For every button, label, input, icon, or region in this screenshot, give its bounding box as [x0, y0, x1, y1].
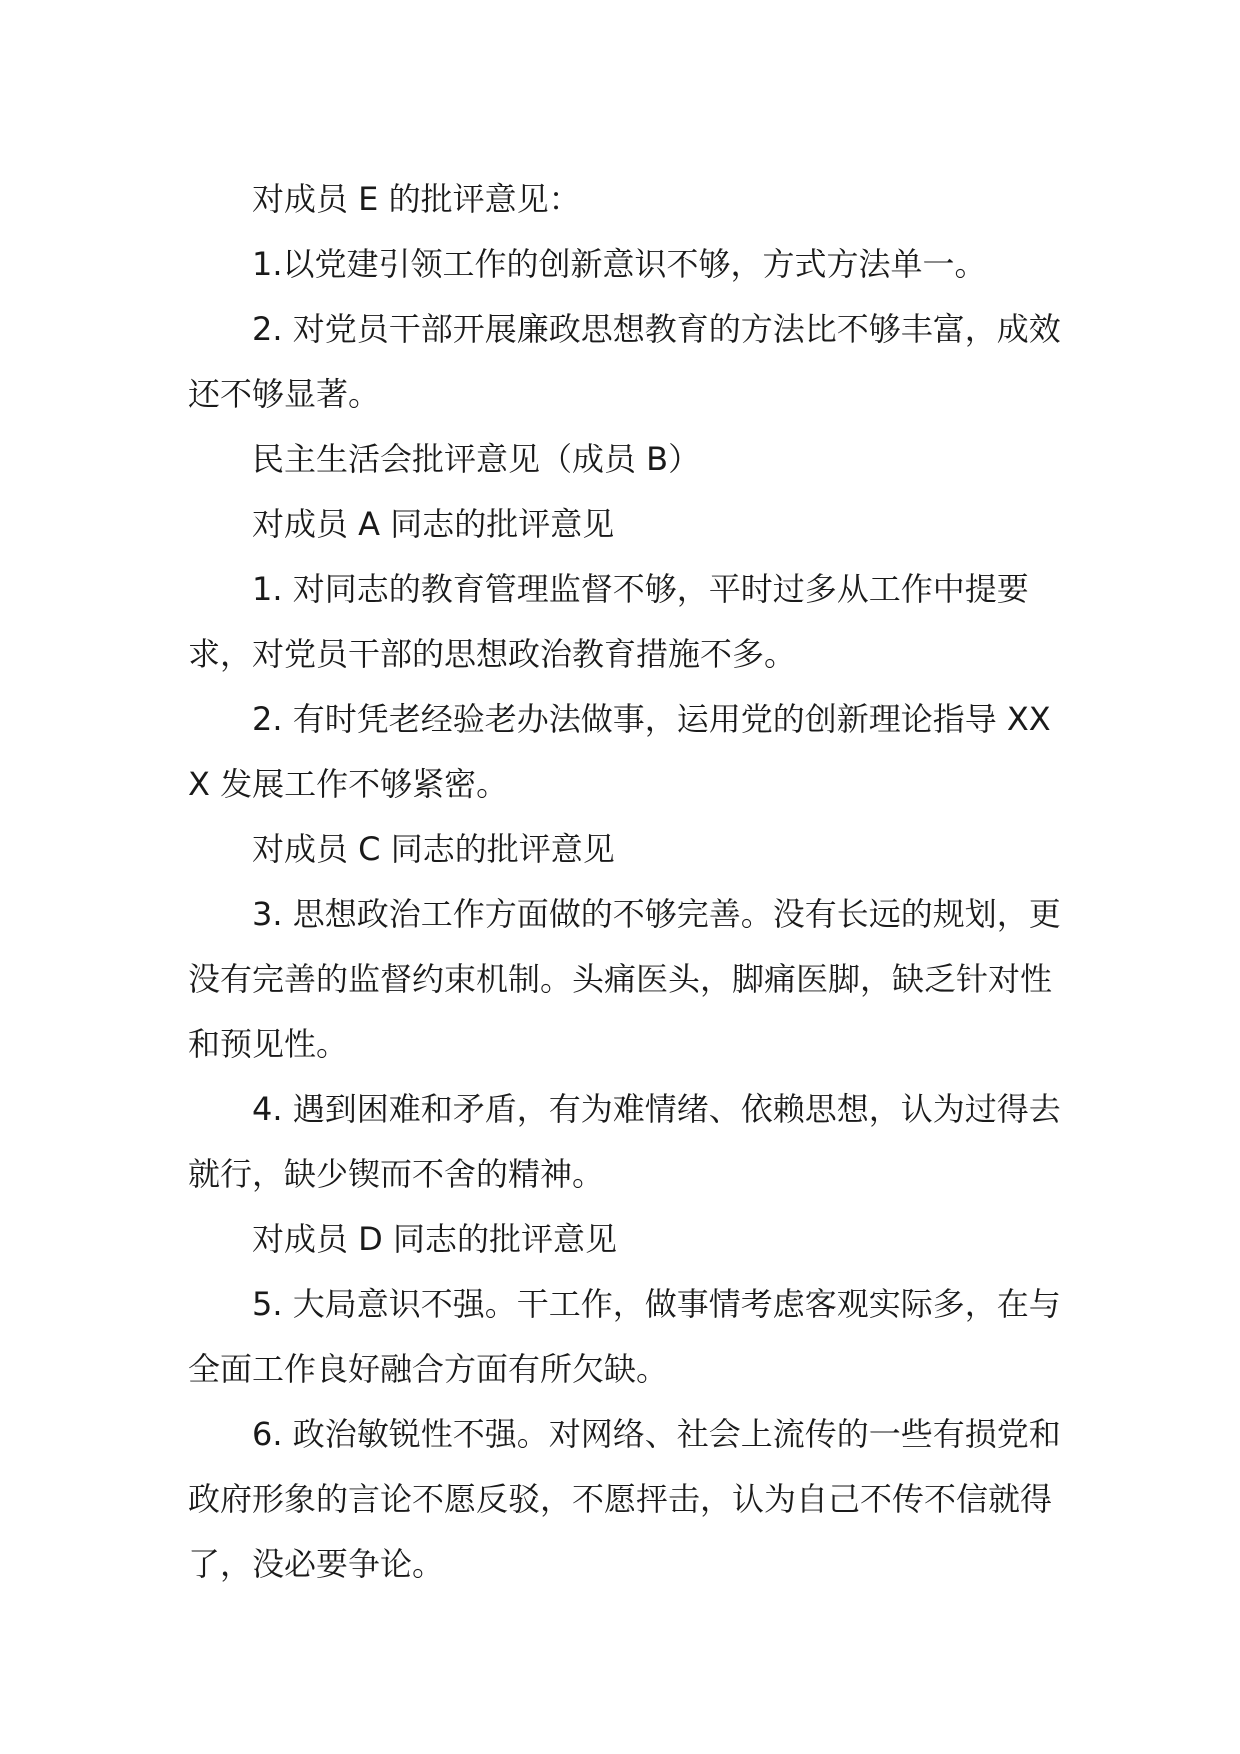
section-heading-member-d: 对成员 D 同志的批评意见 — [252, 1220, 617, 1258]
section-heading-member-c: 对成员 C 同志的批评意见 — [252, 830, 615, 868]
section-heading-member-a: 对成员 A 同志的批评意见 — [252, 505, 615, 543]
criticism-item: 2. 对党员干部开展廉政思想教育的方法比不够丰富，成效还不够显著。 — [188, 310, 1061, 413]
criticism-item: 5. 大局意识不强。干工作，做事情考虑客观实际多，在与全面工作良好融合方面有所欠缺。 — [188, 1285, 1061, 1388]
criticism-item: 6. 政治敏锐性不强。对网络、社会上流传的一些有损党和政府形象的言论不愿反驳，不愿抨击，认为自己不传不信就得了，没必要争论。 — [188, 1415, 1061, 1583]
criticism-item: 4. 遇到困难和矛盾，有为难情绪、依赖思想，认为过得去就行，缺少锲而不舍的精神。 — [188, 1090, 1061, 1193]
criticism-item: 2. 有时凭老经验老办法做事，运用党的创新理论指导 XXX 发展工作不够紧密。 — [188, 700, 1051, 803]
section-title-member-b: 民主生活会批评意见（成员 B） — [252, 440, 701, 478]
document-body — [188, 167, 1068, 1597]
criticism-item: 3. 思想政治工作方面做的不够完善。没有长远的规划，更没有完善的监督约束机制。头痛医头，脚痛医脚，缺乏针对性和预见性。 — [188, 895, 1061, 1063]
section-heading-member-e: 对成员 E 的批评意见： — [252, 180, 581, 218]
criticism-item: 1.以党建引领工作的创新意识不够，方式方法单一。 — [252, 245, 987, 283]
criticism-item: 1. 对同志的教育管理监督不够，平时过多从工作中提要求，对党员干部的思想政治教育措施不多。 — [188, 570, 1029, 673]
